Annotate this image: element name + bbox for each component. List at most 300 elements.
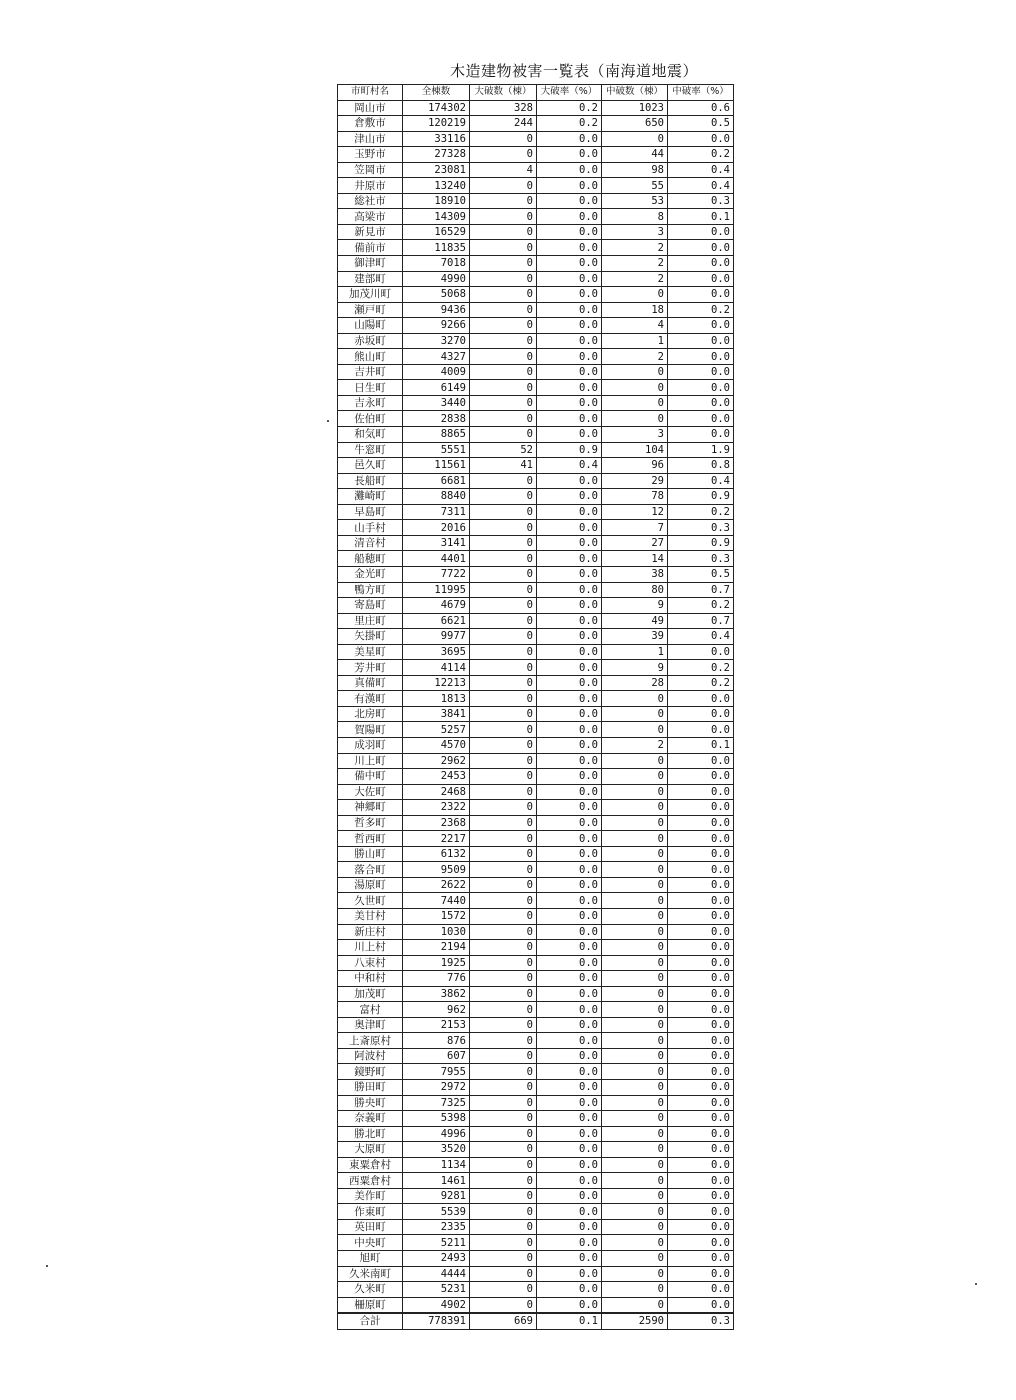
cell-moderate-damage-rate: 0.2	[668, 660, 734, 676]
cell-major-damage-rate: 0.0	[537, 333, 602, 349]
cell-major-damage-count: 0	[470, 629, 537, 645]
cell-moderate-damage-rate: 0.0	[668, 287, 734, 303]
cell-municipality: 有漢町	[338, 691, 403, 707]
cell-moderate-damage-count: 0	[602, 1204, 668, 1220]
cell-moderate-damage-count: 0	[602, 753, 668, 769]
cell-total-buildings: 2368	[403, 815, 470, 831]
cell-municipality: 津山市	[338, 131, 403, 147]
cell-moderate-damage-rate: 0.0	[668, 1142, 734, 1158]
cell-municipality: 吉井町	[338, 364, 403, 380]
cell-moderate-damage-count: 3	[602, 427, 668, 443]
cell-major-damage-rate: 0.0	[537, 1017, 602, 1033]
cell-major-damage-count: 0	[470, 287, 537, 303]
cell-major-damage-count: 4	[470, 162, 537, 178]
cell-major-damage-count: 0	[470, 1173, 537, 1189]
cell-moderate-damage-count: 0	[602, 1173, 668, 1189]
cell-major-damage-count: 0	[470, 1002, 537, 1018]
cell-total-buildings: 5551	[403, 442, 470, 458]
table-row	[338, 784, 734, 800]
table-row	[338, 224, 734, 240]
table-row	[338, 737, 734, 753]
table-row	[338, 971, 734, 987]
cell-major-damage-rate: 0.0	[537, 722, 602, 738]
table-row	[338, 1188, 734, 1204]
cell-moderate-damage-rate: 0.7	[668, 613, 734, 629]
cell-moderate-damage-count: 9	[602, 598, 668, 614]
cell-major-damage-rate: 0.0	[537, 131, 602, 147]
cell-major-damage-rate: 0.0	[537, 924, 602, 940]
cell-municipality: 山陽町	[338, 318, 403, 334]
cell-moderate-damage-count: 0	[602, 722, 668, 738]
cell-moderate-damage-count: 0	[602, 877, 668, 893]
cell-moderate-damage-count: 29	[602, 473, 668, 489]
cell-municipality: 寄島町	[338, 598, 403, 614]
cell-total-buildings: 7440	[403, 893, 470, 909]
col-header-total-buildings: 全棟数	[403, 85, 470, 101]
cell-major-damage-rate: 0.0	[537, 1142, 602, 1158]
cell-major-damage-rate: 0.0	[537, 349, 602, 365]
cell-major-damage-rate: 0.0	[537, 660, 602, 676]
table-row	[338, 178, 734, 194]
cell-total-buildings: 120219	[403, 116, 470, 132]
scan-speck	[46, 1265, 48, 1267]
cell-major-damage-count: 41	[470, 458, 537, 474]
cell-major-damage-rate: 0.2	[537, 116, 602, 132]
cell-municipality: 岡山市	[338, 100, 403, 116]
cell-major-damage-rate: 0.0	[537, 1080, 602, 1096]
cell-moderate-damage-count: 78	[602, 489, 668, 505]
table-row	[338, 613, 734, 629]
cell-total-buildings: 607	[403, 1048, 470, 1064]
cell-total-buildings: 3695	[403, 644, 470, 660]
cell-moderate-damage-count: 98	[602, 162, 668, 178]
table-row	[338, 955, 734, 971]
total-moderate-damage-count: 2590	[602, 1313, 668, 1329]
cell-municipality: 牛窓町	[338, 442, 403, 458]
cell-major-damage-rate: 0.0	[537, 411, 602, 427]
cell-municipality: 倉敷市	[338, 116, 403, 132]
table-row	[338, 473, 734, 489]
table-row	[338, 349, 734, 365]
col-header-moderate-damage-rate: 中破率（%）	[668, 85, 734, 101]
cell-moderate-damage-count: 650	[602, 116, 668, 132]
cell-moderate-damage-count: 27	[602, 535, 668, 551]
cell-moderate-damage-count: 0	[602, 1017, 668, 1033]
cell-major-damage-rate: 0.0	[537, 582, 602, 598]
cell-moderate-damage-rate: 0.4	[668, 178, 734, 194]
cell-moderate-damage-rate: 0.0	[668, 1251, 734, 1267]
cell-total-buildings: 3270	[403, 333, 470, 349]
cell-moderate-damage-count: 2	[602, 349, 668, 365]
cell-major-damage-rate: 0.0	[537, 364, 602, 380]
cell-municipality: 勝北町	[338, 1126, 403, 1142]
cell-major-damage-count: 0	[470, 395, 537, 411]
cell-municipality: 旭町	[338, 1251, 403, 1267]
cell-moderate-damage-count: 0	[602, 380, 668, 396]
cell-total-buildings: 5257	[403, 722, 470, 738]
cell-municipality: 清音村	[338, 535, 403, 551]
cell-moderate-damage-rate: 0.3	[668, 193, 734, 209]
table-row	[338, 380, 734, 396]
cell-municipality: 落合町	[338, 862, 403, 878]
cell-moderate-damage-rate: 0.0	[668, 691, 734, 707]
cell-moderate-damage-count: 0	[602, 769, 668, 785]
table-row	[338, 1064, 734, 1080]
cell-moderate-damage-rate: 0.5	[668, 566, 734, 582]
cell-moderate-damage-count: 49	[602, 613, 668, 629]
cell-moderate-damage-rate: 0.2	[668, 598, 734, 614]
cell-municipality: 早島町	[338, 504, 403, 520]
cell-total-buildings: 11995	[403, 582, 470, 598]
cell-total-buildings: 33116	[403, 131, 470, 147]
cell-moderate-damage-count: 0	[602, 1002, 668, 1018]
cell-total-buildings: 4009	[403, 364, 470, 380]
cell-total-buildings: 7955	[403, 1064, 470, 1080]
cell-moderate-damage-rate: 0.3	[668, 551, 734, 567]
cell-moderate-damage-rate: 0.0	[668, 769, 734, 785]
cell-major-damage-rate: 0.0	[537, 1064, 602, 1080]
cell-moderate-damage-rate: 0.0	[668, 364, 734, 380]
cell-municipality: 西粟倉村	[338, 1173, 403, 1189]
cell-municipality: 川上村	[338, 940, 403, 956]
cell-moderate-damage-count: 0	[602, 862, 668, 878]
cell-total-buildings: 2972	[403, 1080, 470, 1096]
cell-total-buildings: 1030	[403, 924, 470, 940]
cell-municipality: 備中町	[338, 769, 403, 785]
table-row	[338, 1235, 734, 1251]
cell-moderate-damage-count: 0	[602, 691, 668, 707]
table-row	[338, 504, 734, 520]
cell-major-damage-count: 0	[470, 240, 537, 256]
table-row	[338, 442, 734, 458]
cell-moderate-damage-count: 0	[602, 1095, 668, 1111]
table-row	[338, 1251, 734, 1267]
cell-major-damage-count: 0	[470, 1297, 537, 1313]
cell-total-buildings: 6132	[403, 846, 470, 862]
cell-municipality: 大原町	[338, 1142, 403, 1158]
cell-major-damage-rate: 0.0	[537, 535, 602, 551]
cell-major-damage-rate: 0.0	[537, 271, 602, 287]
cell-moderate-damage-count: 0	[602, 1297, 668, 1313]
cell-total-buildings: 5068	[403, 287, 470, 303]
cell-major-damage-count: 0	[470, 1017, 537, 1033]
cell-moderate-damage-count: 55	[602, 178, 668, 194]
cell-total-buildings: 2962	[403, 753, 470, 769]
cell-major-damage-count: 0	[470, 489, 537, 505]
cell-moderate-damage-rate: 0.0	[668, 1064, 734, 1080]
total-label: 合計	[338, 1313, 403, 1329]
table-row	[338, 1173, 734, 1189]
cell-moderate-damage-count: 0	[602, 971, 668, 987]
cell-major-damage-rate: 0.0	[537, 162, 602, 178]
cell-moderate-damage-count: 0	[602, 908, 668, 924]
cell-moderate-damage-count: 0	[602, 1111, 668, 1127]
cell-moderate-damage-rate: 0.6	[668, 100, 734, 116]
cell-moderate-damage-count: 104	[602, 442, 668, 458]
table-row	[338, 458, 734, 474]
cell-total-buildings: 13240	[403, 178, 470, 194]
table-row	[338, 598, 734, 614]
cell-major-damage-rate: 0.0	[537, 1297, 602, 1313]
cell-moderate-damage-rate: 0.7	[668, 582, 734, 598]
cell-total-buildings: 11561	[403, 458, 470, 474]
cell-total-buildings: 962	[403, 1002, 470, 1018]
cell-major-damage-rate: 0.0	[537, 256, 602, 272]
cell-municipality: 八束村	[338, 955, 403, 971]
cell-major-damage-count: 0	[470, 908, 537, 924]
cell-major-damage-rate: 0.0	[537, 971, 602, 987]
cell-major-damage-rate: 0.2	[537, 100, 602, 116]
cell-moderate-damage-rate: 0.0	[668, 1017, 734, 1033]
cell-total-buildings: 9266	[403, 318, 470, 334]
cell-major-damage-count: 328	[470, 100, 537, 116]
cell-municipality: 北房町	[338, 706, 403, 722]
cell-major-damage-count: 0	[470, 753, 537, 769]
cell-moderate-damage-rate: 1.9	[668, 442, 734, 458]
cell-municipality: 美作町	[338, 1188, 403, 1204]
cell-moderate-damage-count: 96	[602, 458, 668, 474]
cell-moderate-damage-count: 0	[602, 1142, 668, 1158]
cell-moderate-damage-rate: 0.0	[668, 908, 734, 924]
cell-total-buildings: 2622	[403, 877, 470, 893]
cell-major-damage-count: 0	[470, 411, 537, 427]
cell-major-damage-rate: 0.0	[537, 862, 602, 878]
cell-municipality: 金光町	[338, 566, 403, 582]
cell-total-buildings: 11835	[403, 240, 470, 256]
cell-municipality: 御津町	[338, 256, 403, 272]
cell-major-damage-count: 0	[470, 1251, 537, 1267]
cell-municipality: 加茂町	[338, 986, 403, 1002]
cell-major-damage-rate: 0.0	[537, 318, 602, 334]
cell-total-buildings: 3862	[403, 986, 470, 1002]
cell-major-damage-rate: 0.0	[537, 1095, 602, 1111]
cell-major-damage-rate: 0.9	[537, 442, 602, 458]
col-header-municipality: 市町村名	[338, 85, 403, 101]
cell-moderate-damage-count: 0	[602, 1064, 668, 1080]
cell-total-buildings: 3141	[403, 535, 470, 551]
cell-major-damage-rate: 0.0	[537, 178, 602, 194]
cell-moderate-damage-count: 0	[602, 364, 668, 380]
table-row	[338, 1282, 734, 1298]
cell-major-damage-rate: 0.0	[537, 955, 602, 971]
cell-municipality: 備前市	[338, 240, 403, 256]
table-row	[338, 831, 734, 847]
table-row	[338, 908, 734, 924]
col-header-major-damage-rate: 大破率（%）	[537, 85, 602, 101]
total-major-damage-count: 669	[470, 1313, 537, 1329]
cell-major-damage-rate: 0.0	[537, 209, 602, 225]
cell-moderate-damage-count: 44	[602, 147, 668, 163]
cell-moderate-damage-rate: 0.0	[668, 395, 734, 411]
cell-moderate-damage-rate: 0.0	[668, 349, 734, 365]
cell-moderate-damage-count: 1023	[602, 100, 668, 116]
cell-major-damage-count: 0	[470, 691, 537, 707]
cell-municipality: 里庄町	[338, 613, 403, 629]
cell-major-damage-count: 0	[470, 846, 537, 862]
cell-municipality: 哲西町	[338, 831, 403, 847]
cell-major-damage-count: 0	[470, 147, 537, 163]
cell-total-buildings: 4444	[403, 1266, 470, 1282]
cell-major-damage-rate: 0.0	[537, 753, 602, 769]
cell-major-damage-count: 0	[470, 504, 537, 520]
cell-major-damage-rate: 0.0	[537, 737, 602, 753]
total-row	[338, 1313, 734, 1329]
cell-moderate-damage-count: 0	[602, 1266, 668, 1282]
cell-moderate-damage-rate: 0.2	[668, 302, 734, 318]
cell-municipality: 赤坂町	[338, 333, 403, 349]
cell-municipality: 新見市	[338, 224, 403, 240]
cell-moderate-damage-rate: 0.0	[668, 411, 734, 427]
cell-moderate-damage-rate: 0.0	[668, 986, 734, 1002]
cell-major-damage-rate: 0.0	[537, 1173, 602, 1189]
cell-municipality: 芳井町	[338, 660, 403, 676]
cell-major-damage-count: 0	[470, 1048, 537, 1064]
cell-major-damage-rate: 0.0	[537, 893, 602, 909]
cell-major-damage-count: 0	[470, 427, 537, 443]
table-row	[338, 427, 734, 443]
cell-moderate-damage-rate: 0.0	[668, 1111, 734, 1127]
cell-major-damage-count: 0	[470, 1033, 537, 1049]
cell-moderate-damage-count: 0	[602, 831, 668, 847]
cell-major-damage-rate: 0.0	[537, 1033, 602, 1049]
cell-moderate-damage-count: 0	[602, 131, 668, 147]
cell-major-damage-count: 0	[470, 1219, 537, 1235]
table-row	[338, 256, 734, 272]
cell-total-buildings: 8865	[403, 427, 470, 443]
cell-moderate-damage-count: 0	[602, 1251, 668, 1267]
table-row	[338, 691, 734, 707]
cell-municipality: 成羽町	[338, 737, 403, 753]
table-row	[338, 1017, 734, 1033]
col-header-major-damage-count: 大破数（棟）	[470, 85, 537, 101]
cell-major-damage-rate: 0.0	[537, 504, 602, 520]
cell-major-damage-rate: 0.0	[537, 302, 602, 318]
cell-moderate-damage-rate: 0.0	[668, 1282, 734, 1298]
cell-major-damage-count: 0	[470, 1095, 537, 1111]
table-row	[338, 675, 734, 691]
cell-major-damage-count: 0	[470, 800, 537, 816]
cell-major-damage-rate: 0.0	[537, 1188, 602, 1204]
cell-moderate-damage-count: 0	[602, 287, 668, 303]
cell-municipality: 久世町	[338, 893, 403, 909]
cell-moderate-damage-count: 4	[602, 318, 668, 334]
cell-moderate-damage-rate: 0.0	[668, 1297, 734, 1313]
table-row	[338, 395, 734, 411]
cell-major-damage-rate: 0.0	[537, 675, 602, 691]
cell-major-damage-count: 0	[470, 955, 537, 971]
scan-speck	[327, 420, 329, 422]
cell-total-buildings: 4902	[403, 1297, 470, 1313]
cell-municipality: 久米町	[338, 1282, 403, 1298]
cell-major-damage-count: 0	[470, 302, 537, 318]
cell-major-damage-rate: 0.0	[537, 815, 602, 831]
table-row	[338, 364, 734, 380]
cell-major-damage-count: 0	[470, 1188, 537, 1204]
cell-total-buildings: 174302	[403, 100, 470, 116]
table-row	[338, 1048, 734, 1064]
cell-moderate-damage-rate: 0.4	[668, 629, 734, 645]
cell-major-damage-count: 0	[470, 986, 537, 1002]
cell-major-damage-rate: 0.0	[537, 224, 602, 240]
cell-moderate-damage-count: 0	[602, 1282, 668, 1298]
cell-major-damage-rate: 0.0	[537, 566, 602, 582]
table-row	[338, 1033, 734, 1049]
cell-major-damage-count: 0	[470, 271, 537, 287]
cell-municipality: 真備町	[338, 675, 403, 691]
table-row	[338, 862, 734, 878]
cell-moderate-damage-rate: 0.0	[668, 862, 734, 878]
table-row	[338, 209, 734, 225]
cell-municipality: 和気町	[338, 427, 403, 443]
cell-moderate-damage-rate: 0.0	[668, 1188, 734, 1204]
cell-moderate-damage-rate: 0.2	[668, 504, 734, 520]
cell-moderate-damage-count: 0	[602, 940, 668, 956]
cell-major-damage-count: 0	[470, 131, 537, 147]
table-row	[338, 753, 734, 769]
cell-total-buildings: 2453	[403, 769, 470, 785]
cell-moderate-damage-rate: 0.0	[668, 1219, 734, 1235]
cell-municipality: 勝山町	[338, 846, 403, 862]
cell-major-damage-count: 0	[470, 209, 537, 225]
cell-moderate-damage-count: 0	[602, 893, 668, 909]
cell-municipality: 中央町	[338, 1235, 403, 1251]
cell-moderate-damage-count: 7	[602, 520, 668, 536]
table-row	[338, 1219, 734, 1235]
cell-major-damage-count: 0	[470, 224, 537, 240]
cell-major-damage-count: 0	[470, 706, 537, 722]
cell-municipality: 富村	[338, 1002, 403, 1018]
cell-moderate-damage-count: 2	[602, 271, 668, 287]
cell-major-damage-count: 244	[470, 116, 537, 132]
table-row	[338, 706, 734, 722]
cell-total-buildings: 2468	[403, 784, 470, 800]
table-row	[338, 1002, 734, 1018]
cell-moderate-damage-count: 80	[602, 582, 668, 598]
cell-municipality: 神郷町	[338, 800, 403, 816]
cell-moderate-damage-count: 1	[602, 644, 668, 660]
cell-total-buildings: 6621	[403, 613, 470, 629]
cell-municipality: 吉永町	[338, 395, 403, 411]
cell-moderate-damage-count: 0	[602, 1126, 668, 1142]
cell-total-buildings: 1925	[403, 955, 470, 971]
cell-municipality: 湯原町	[338, 877, 403, 893]
cell-major-damage-count: 0	[470, 333, 537, 349]
cell-moderate-damage-count: 12	[602, 504, 668, 520]
cell-total-buildings: 5211	[403, 1235, 470, 1251]
cell-moderate-damage-count: 3	[602, 224, 668, 240]
table-row	[338, 535, 734, 551]
table-row	[338, 1095, 734, 1111]
cell-major-damage-count: 0	[470, 737, 537, 753]
cell-major-damage-rate: 0.0	[537, 706, 602, 722]
cell-moderate-damage-rate: 0.0	[668, 256, 734, 272]
table-row	[338, 660, 734, 676]
cell-moderate-damage-rate: 0.0	[668, 333, 734, 349]
cell-moderate-damage-count: 9	[602, 660, 668, 676]
cell-major-damage-count: 0	[470, 1126, 537, 1142]
cell-major-damage-count: 0	[470, 893, 537, 909]
cell-major-damage-rate: 0.0	[537, 240, 602, 256]
cell-moderate-damage-count: 0	[602, 1235, 668, 1251]
cell-moderate-damage-count: 2	[602, 737, 668, 753]
cell-moderate-damage-rate: 0.3	[668, 520, 734, 536]
cell-municipality: 奥津町	[338, 1017, 403, 1033]
cell-total-buildings: 2016	[403, 520, 470, 536]
cell-moderate-damage-rate: 0.0	[668, 1266, 734, 1282]
cell-major-damage-rate: 0.0	[537, 784, 602, 800]
cell-municipality: 柵原町	[338, 1297, 403, 1313]
table-row	[338, 1126, 734, 1142]
